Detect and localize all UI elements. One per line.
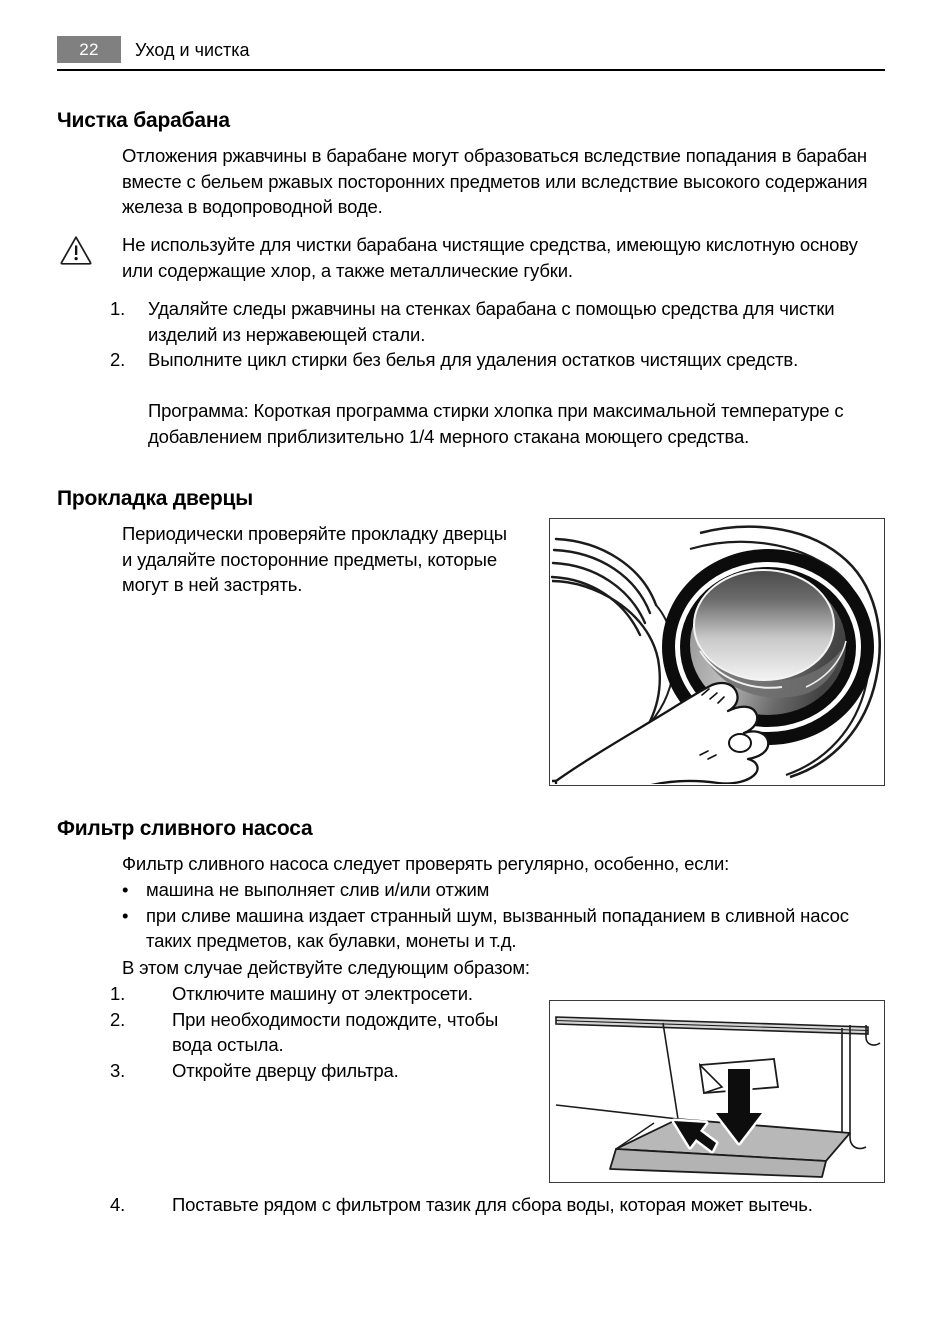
list-item xyxy=(110,1192,890,1218)
door-gasket-drawing xyxy=(550,519,883,784)
bullet-marker: • xyxy=(122,879,129,900)
list-item xyxy=(122,903,884,954)
drum-cleaning-step-list xyxy=(110,296,890,373)
list-marker: 3. xyxy=(110,1059,126,1081)
paragraph: В этом случае действуйте следующим образом: xyxy=(122,957,530,978)
section-heading-drain-pump-filter: Фильтр сливного насоса xyxy=(57,817,313,840)
list-marker: 1. xyxy=(110,298,126,319)
list-marker: 1. xyxy=(110,983,126,1004)
header-divider xyxy=(57,69,885,71)
list-marker: 2. xyxy=(110,349,126,370)
drum-cleaning-program-note xyxy=(148,398,888,449)
list-item-text: Выполните цикл стирки без белья для удаления остатков чистящих средств. xyxy=(148,349,799,370)
door-gasket-illustration xyxy=(549,518,885,786)
list-item-text: машина не выполняет слив и/или отжим xyxy=(146,879,490,900)
list-item-text: При необходимости подождите, чтобы вода остыла. xyxy=(172,1008,499,1055)
list-item xyxy=(110,347,890,373)
list-item-text: Поставьте рядом с фильтром тазик для сбора воды, которая может вытечь. xyxy=(172,1194,813,1215)
filter-door-illustration xyxy=(549,1000,885,1183)
bullet-marker: • xyxy=(122,904,129,926)
section-heading-drum-cleaning: Чистка барабана xyxy=(57,109,230,132)
warning-triangle-icon xyxy=(59,234,93,266)
drum-cleaning-intro xyxy=(122,143,884,220)
door-gasket-paragraph xyxy=(122,521,522,598)
paragraph: Отложения ржавчины в барабане могут образоваться вследствие попадания в барабан вместе с бельем ржавых посторонних предметов или вследствие высокого содержания железа в водопроводной воде. xyxy=(122,145,868,217)
list-item xyxy=(122,877,884,903)
list-item xyxy=(110,1058,540,1084)
filter-door-drawing xyxy=(550,1001,883,1181)
drum-cleaning-warning-text xyxy=(122,232,884,283)
paragraph: Программа: Короткая программа стирки хлопка при максимальной температуре с добавлением приблизительно 1/4 мерного стакана моющего средства. xyxy=(148,400,844,447)
drain-filter-step-four xyxy=(110,1192,890,1218)
drain-filter-step-list xyxy=(110,981,540,1083)
drain-filter-lead-in xyxy=(122,955,884,981)
list-marker: 2. xyxy=(110,1008,126,1030)
page-header-title: Уход и чистка xyxy=(135,40,250,60)
list-item-text: Удаляйте следы ржавчины на стенках барабана с помощью средства для чистки изделий из нержавеющей стали. xyxy=(148,298,835,345)
list-item xyxy=(110,1007,540,1058)
list-item xyxy=(110,296,890,347)
page-number-badge: 22 xyxy=(57,36,121,63)
drain-filter-bullet-list xyxy=(122,877,884,954)
list-item xyxy=(110,981,540,1007)
paragraph: Периодически проверяйте прокладку дверцы и удаляйте посторонние предметы, которые могут в ней застрять. xyxy=(122,523,507,595)
list-item-text: Отключите машину от электросети. xyxy=(172,983,473,1004)
drain-filter-intro xyxy=(122,851,884,877)
section-heading-door-gasket: Прокладка дверцы xyxy=(57,487,254,510)
paragraph: Не используйте для чистки барабана чистящие средства, имеющую кислотную основу или содержащие хлор, а также металлические губки. xyxy=(122,234,858,281)
list-item-text: Откройте дверцу фильтра. xyxy=(172,1059,399,1081)
list-item-text: при сливе машина издает странный шум, вызванный попаданием в сливной насос таких предметов, как булавки, монеты и т.д. xyxy=(146,904,849,951)
page-header xyxy=(57,36,885,72)
paragraph: Фильтр сливного насоса следует проверять регулярно, особенно, если: xyxy=(122,853,730,874)
list-marker: 4. xyxy=(110,1194,126,1215)
